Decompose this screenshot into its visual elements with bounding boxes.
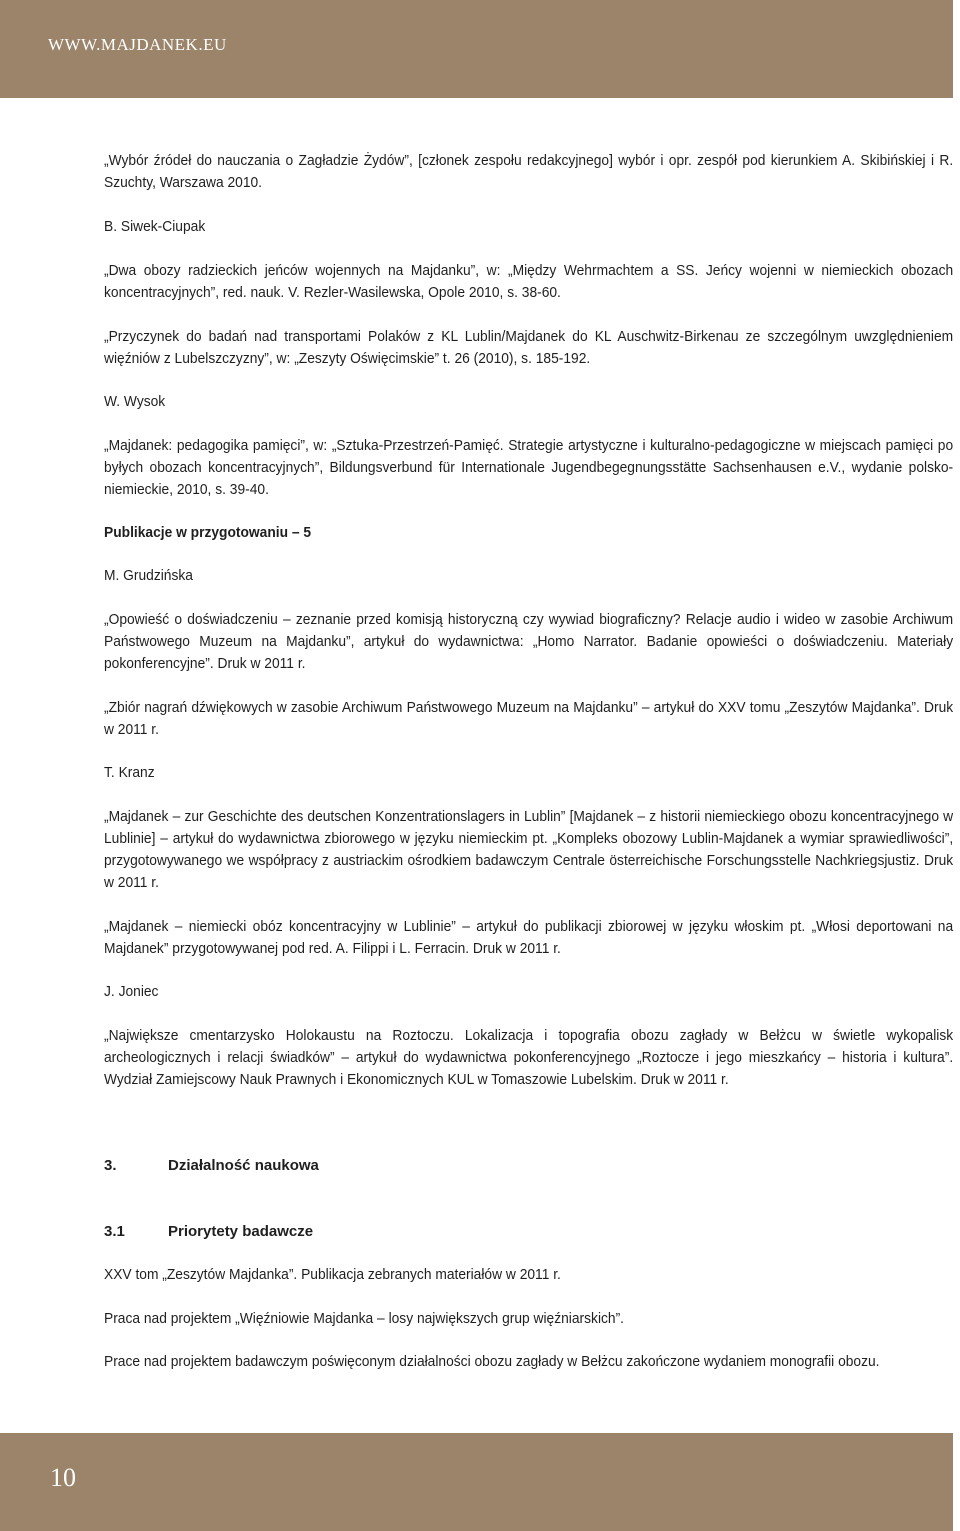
author-name: B. Siwek-Ciupak: [104, 218, 206, 235]
author-name: M. Grudzińska: [104, 567, 193, 584]
section-heading-3: [104, 1155, 319, 1177]
section-heading-3-1: [104, 1221, 313, 1243]
section-title: Działalność naukowa: [168, 1157, 319, 1174]
publication-entry: „Dwa obozy radzieckich jeńców wojennych na Majdanku”, w: „Między Wehrmachtem a SS. Jeńcy wojenni w niemieckich obozach koncentracyjnych”, red. nauk. V. Rezler-Wasilewska, Opole 2010, s. 38-60.: [104, 262, 954, 301]
research-priority: Prace nad projektem badawczym poświęconym działalności obozu zagłady w Bełżcu zakończone wydaniem monografii obozu.: [104, 1353, 880, 1370]
research-priority: XXV tom „Zeszytów Majdanka”. Publikacja zebranych materiałów w 2011 r.: [104, 1266, 561, 1283]
section-heading-in-preparation: Publikacje w przygotowaniu – 5: [104, 524, 312, 541]
publication-entry: „Przyczynek do badań nad transportami Polaków z KL Lublin/Majdanek do KL Auschwitz-Birkenau ze szczególnym uwzględnieniem więźniów z Lubelszczyzny”, w: „Zeszyty Oświęcimskie” t. 26 (2010), s. 185-192.: [104, 328, 954, 367]
section-number: 3.1: [104, 1223, 125, 1240]
author-name: W. Wysok: [104, 393, 166, 410]
publication-entry: „Wybór źródeł do nauczania o Zagładzie Żydów”, [członek zespołu redakcyjnego] wybór i opr. zespół pod kierunkiem A. Skibińskiej i R. Szuchty, Warszawa 2010.: [104, 152, 954, 191]
publication-entry: „Majdanek: pedagogika pamięci”, w: „Sztuka-Przestrzeń-Pamięć. Strategie artystyczne i kulturalno-pedagogiczne w miejscach pamięci po byłych obozach koncentracyjnych”, Bildungsverbund für Internationale Jugendbegegnungsstätte Sachsenhausen e.V., wydanie polsko-niemieckie, 2010, s. 39-40.: [104, 437, 954, 498]
publication-entry: „Największe cmentarzysko Holokaustu na Roztoczu. Lokalizacja i topografia obozu zagłady w Bełżcu w świetle wykopalisk archeologicznych i relacji świadków” – artykuł do wydawnictwa pokonferencyjnego „Roztocze i jego mieszkańcy – historia i kultura”. Wydział Zamiejscowy Nauk Prawnych i Ekonomicznych KUL w Tomaszowie Lubelskim. Druk w 2011 r.: [104, 1027, 954, 1088]
publication-entry: „Majdanek – niemiecki obóz koncentracyjny w Lublinie” – artykuł do publikacji zbiorowej w języku włoskim pt. „Włosi deportowani na Majdanek” przygotowywanej pod red. A. Filippi i L. Ferracin. Druk w 2011 r.: [104, 918, 954, 957]
section-title: Priorytety badawcze: [168, 1223, 314, 1240]
footer-band: [0, 1433, 953, 1531]
author-name: J. Joniec: [104, 983, 159, 1000]
section-number: 3.: [104, 1157, 117, 1174]
header-band: [0, 0, 953, 98]
author-name: T. Kranz: [104, 764, 155, 781]
page-number: 10: [50, 1463, 76, 1492]
research-priority: Praca nad projektem „Więźniowie Majdanka – losy największych grup więźniarskich”.: [104, 1310, 625, 1327]
publication-entry: „Opowieść o doświadczeniu – zeznanie przed komisją historyczną czy wywiad biograficzny? Relacje audio i wideo w zasobie Archiwum Państwowego Muzeum na Majdanku”, artykuł do wydawnictwa: „Homo Narrator. Badanie opowieści o doświadczeniu. Materiały pokonferencyjne”. Druk w 2011 r.: [104, 611, 954, 672]
publication-entry: „Zbiór nagrań dźwiękowych w zasobie Archiwum Państwowego Muzeum na Majdanku” – artykuł do XXV tomu „Zeszytów Majdanka”. Druk w 2011 r.: [104, 699, 954, 738]
publication-entry: „Majdanek – zur Geschichte des deutschen Konzentrationslagers in Lublin” [Majdanek – z historii niemieckiego obozu koncentracyjnego w Lublinie] – artykuł do wydawnictwa zbiorowego w języku niemieckim pt. „Kompleks obozowy Lublin-Majdanek a wymiar sprawiedliwości”, przygotowywanego we współpracy z austriackim ośrodkiem badawczym Centrale österreichische Forschungsstelle Nachkriegsjustiz. Druk w 2011 r.: [104, 808, 954, 891]
site-url[interactable]: WWW.MAJDANEK.EU: [48, 35, 227, 54]
